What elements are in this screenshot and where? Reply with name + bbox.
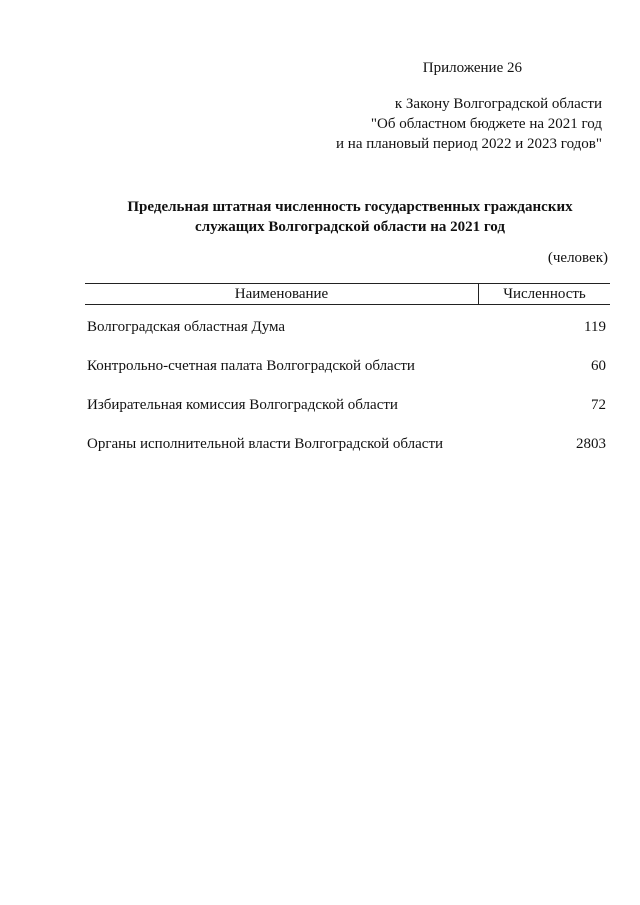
column-header-count: Численность (503, 286, 586, 302)
law-reference-line-2: "Об областном бюджете на 2021 год (370, 116, 602, 132)
table-row (85, 397, 610, 436)
document-title (60, 197, 640, 237)
headcount-table (85, 283, 610, 452)
law-reference-line-1: к Закону Волгоградской области (394, 96, 602, 112)
row-name: Органы исполнительной власти Волгоградской области (87, 436, 444, 452)
law-reference-line-3: и на плановый период 2022 и 2023 годов" (336, 136, 602, 152)
table-row (85, 436, 610, 475)
table-header (85, 283, 610, 305)
row-count: 119 (584, 319, 606, 335)
column-header-name: Наименование (85, 284, 479, 304)
table-row (85, 358, 610, 397)
table-row (85, 319, 610, 358)
unit-label: (человек) (547, 250, 608, 266)
row-count: 60 (591, 358, 606, 374)
row-count: 72 (591, 397, 606, 413)
appendix-label: Приложение 26 (422, 60, 522, 76)
document-title-line-2: служащих Волгоградской области на 2021 год (195, 219, 505, 235)
law-reference (302, 94, 602, 154)
table-body (85, 319, 610, 475)
row-name: Волгоградская областная Дума (87, 319, 286, 335)
document-title-line-1: Предельная штатная численность государственных гражданских (127, 199, 573, 215)
row-name: Контрольно-счетная палата Волгоградской области (87, 358, 415, 374)
row-count: 2803 (576, 436, 606, 452)
row-name: Избирательная комиссия Волгоградской области (87, 397, 398, 413)
